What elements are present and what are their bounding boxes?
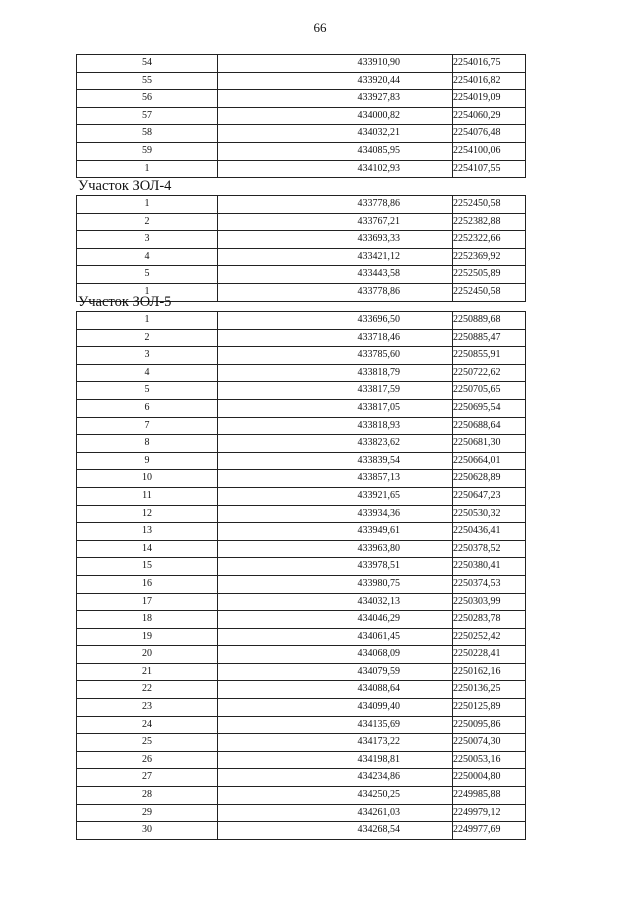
point-number-cell: 5 bbox=[77, 382, 218, 400]
x-coordinate-cell: 433934,36 bbox=[218, 505, 453, 523]
point-number-cell: 14 bbox=[77, 540, 218, 558]
point-number-cell: 59 bbox=[77, 142, 218, 160]
y-coordinate-cell: 2250722,62 bbox=[453, 364, 526, 382]
y-coordinate-cell: 2250252,42 bbox=[453, 628, 526, 646]
point-number-cell: 13 bbox=[77, 523, 218, 541]
x-coordinate-cell: 434198,81 bbox=[218, 751, 453, 769]
table-row bbox=[77, 646, 526, 664]
y-coordinate-cell: 2250628,89 bbox=[453, 470, 526, 488]
table-row bbox=[77, 575, 526, 593]
y-coordinate-cell: 2249985,88 bbox=[453, 787, 526, 805]
table-row bbox=[77, 470, 526, 488]
y-coordinate-cell: 2250530,32 bbox=[453, 505, 526, 523]
point-number-cell: 17 bbox=[77, 593, 218, 611]
table-row bbox=[77, 487, 526, 505]
y-coordinate-cell: 2250681,30 bbox=[453, 435, 526, 453]
point-number-cell: 3 bbox=[77, 231, 218, 249]
y-coordinate-cell: 2250436,41 bbox=[453, 523, 526, 541]
x-coordinate-cell: 433927,83 bbox=[218, 90, 453, 108]
x-coordinate-cell: 433949,61 bbox=[218, 523, 453, 541]
point-number-cell: 10 bbox=[77, 470, 218, 488]
point-number-cell: 1 bbox=[77, 283, 218, 301]
y-coordinate-cell: 2250228,41 bbox=[453, 646, 526, 664]
x-coordinate-cell: 433693,33 bbox=[218, 231, 453, 249]
point-number-cell: 18 bbox=[77, 611, 218, 629]
table-row bbox=[77, 196, 526, 214]
point-number-cell: 6 bbox=[77, 399, 218, 417]
point-number-cell: 56 bbox=[77, 90, 218, 108]
y-coordinate-cell: 2250885,47 bbox=[453, 329, 526, 347]
table-row bbox=[77, 364, 526, 382]
table-row bbox=[77, 417, 526, 435]
table-row bbox=[77, 611, 526, 629]
table-row bbox=[77, 55, 526, 73]
point-number-cell: 57 bbox=[77, 107, 218, 125]
x-coordinate-cell: 434234,86 bbox=[218, 769, 453, 787]
point-number-cell: 55 bbox=[77, 72, 218, 90]
y-coordinate-cell: 2250664,01 bbox=[453, 452, 526, 470]
page-number: 66 bbox=[313, 20, 327, 35]
section-title-zol-4: Участок ЗОЛ-4 bbox=[78, 178, 172, 194]
x-coordinate-cell: 433817,59 bbox=[218, 382, 453, 400]
y-coordinate-cell: 2250374,53 bbox=[453, 575, 526, 593]
y-coordinate-cell: 2250688,64 bbox=[453, 417, 526, 435]
point-number-cell: 26 bbox=[77, 751, 218, 769]
x-coordinate-cell: 434046,29 bbox=[218, 611, 453, 629]
x-coordinate-cell: 433817,05 bbox=[218, 399, 453, 417]
y-coordinate-cell: 2250303,99 bbox=[453, 593, 526, 611]
table-row bbox=[77, 523, 526, 541]
y-coordinate-cell: 2250855,91 bbox=[453, 347, 526, 365]
y-coordinate-cell: 2250695,54 bbox=[453, 399, 526, 417]
x-coordinate-cell: 434250,25 bbox=[218, 787, 453, 805]
x-coordinate-cell: 434000,82 bbox=[218, 107, 453, 125]
x-coordinate-cell: 433963,80 bbox=[218, 540, 453, 558]
y-coordinate-cell: 2254019,09 bbox=[453, 90, 526, 108]
point-number-cell: 2 bbox=[77, 213, 218, 231]
y-coordinate-cell: 2250136,25 bbox=[453, 681, 526, 699]
y-coordinate-cell: 2252369,92 bbox=[453, 248, 526, 266]
table-row bbox=[77, 716, 526, 734]
table-row bbox=[77, 248, 526, 266]
y-coordinate-cell: 2250053,16 bbox=[453, 751, 526, 769]
y-coordinate-cell: 2249979,12 bbox=[453, 804, 526, 822]
x-coordinate-cell: 434085,95 bbox=[218, 142, 453, 160]
table-row bbox=[77, 125, 526, 143]
table-row bbox=[77, 107, 526, 125]
y-coordinate-cell: 2254016,75 bbox=[453, 55, 526, 73]
table-row bbox=[77, 266, 526, 284]
y-coordinate-cell: 2254100,06 bbox=[453, 142, 526, 160]
coordinates-table-zol-4 bbox=[76, 195, 526, 302]
section-title-zol-5: Участок ЗОЛ-5 bbox=[78, 294, 172, 310]
y-coordinate-cell: 2250004,80 bbox=[453, 769, 526, 787]
table-row bbox=[77, 751, 526, 769]
point-number-cell: 1 bbox=[77, 312, 218, 330]
y-coordinate-cell: 2250162,16 bbox=[453, 663, 526, 681]
point-number-cell: 28 bbox=[77, 787, 218, 805]
x-coordinate-cell: 434099,40 bbox=[218, 699, 453, 717]
table-row bbox=[77, 160, 526, 178]
y-coordinate-cell: 2252450,58 bbox=[453, 283, 526, 301]
x-coordinate-cell: 433980,75 bbox=[218, 575, 453, 593]
table-row bbox=[77, 452, 526, 470]
table-row bbox=[77, 213, 526, 231]
point-number-cell: 27 bbox=[77, 769, 218, 787]
table-row bbox=[77, 681, 526, 699]
x-coordinate-cell: 433818,79 bbox=[218, 364, 453, 382]
x-coordinate-cell: 433978,51 bbox=[218, 558, 453, 576]
table-row bbox=[77, 435, 526, 453]
y-coordinate-cell: 2252450,58 bbox=[453, 196, 526, 214]
x-coordinate-cell: 433818,93 bbox=[218, 417, 453, 435]
x-coordinate-cell: 434068,09 bbox=[218, 646, 453, 664]
table-row bbox=[77, 399, 526, 417]
y-coordinate-cell: 2252382,88 bbox=[453, 213, 526, 231]
x-coordinate-cell: 434102,93 bbox=[218, 160, 453, 178]
table-row bbox=[77, 347, 526, 365]
coordinates-table-continued bbox=[76, 54, 526, 178]
point-number-cell: 58 bbox=[77, 125, 218, 143]
coordinates-table-zol-5 bbox=[76, 311, 526, 840]
point-number-cell: 8 bbox=[77, 435, 218, 453]
y-coordinate-cell: 2254076,48 bbox=[453, 125, 526, 143]
table-row bbox=[77, 822, 526, 840]
table-row bbox=[77, 787, 526, 805]
table-row bbox=[77, 804, 526, 822]
table-row bbox=[77, 769, 526, 787]
y-coordinate-cell: 2250705,65 bbox=[453, 382, 526, 400]
table-row bbox=[77, 142, 526, 160]
x-coordinate-cell: 434079,59 bbox=[218, 663, 453, 681]
y-coordinate-cell: 2250095,86 bbox=[453, 716, 526, 734]
x-coordinate-cell: 433920,44 bbox=[218, 72, 453, 90]
x-coordinate-cell: 433839,54 bbox=[218, 452, 453, 470]
y-coordinate-cell: 2250283,78 bbox=[453, 611, 526, 629]
point-number-cell: 11 bbox=[77, 487, 218, 505]
y-coordinate-cell: 2252322,66 bbox=[453, 231, 526, 249]
x-coordinate-cell: 433767,21 bbox=[218, 213, 453, 231]
x-coordinate-cell: 433696,50 bbox=[218, 312, 453, 330]
y-coordinate-cell: 2250125,89 bbox=[453, 699, 526, 717]
table-row bbox=[77, 90, 526, 108]
x-coordinate-cell: 434061,45 bbox=[218, 628, 453, 646]
point-number-cell: 22 bbox=[77, 681, 218, 699]
y-coordinate-cell: 2254016,82 bbox=[453, 72, 526, 90]
x-coordinate-cell: 433785,60 bbox=[218, 347, 453, 365]
table-row bbox=[77, 382, 526, 400]
x-coordinate-cell: 433857,13 bbox=[218, 470, 453, 488]
table-row bbox=[77, 699, 526, 717]
point-number-cell: 20 bbox=[77, 646, 218, 664]
x-coordinate-cell: 434261,03 bbox=[218, 804, 453, 822]
point-number-cell: 12 bbox=[77, 505, 218, 523]
table-row bbox=[77, 628, 526, 646]
table-row bbox=[77, 558, 526, 576]
table-row bbox=[77, 505, 526, 523]
table-row bbox=[77, 329, 526, 347]
y-coordinate-cell: 2254107,55 bbox=[453, 160, 526, 178]
point-number-cell: 19 bbox=[77, 628, 218, 646]
x-coordinate-cell: 434088,64 bbox=[218, 681, 453, 699]
y-coordinate-cell: 2250380,41 bbox=[453, 558, 526, 576]
y-coordinate-cell: 2250889,68 bbox=[453, 312, 526, 330]
x-coordinate-cell: 433421,12 bbox=[218, 248, 453, 266]
table-row bbox=[77, 540, 526, 558]
table-row bbox=[77, 312, 526, 330]
point-number-cell: 2 bbox=[77, 329, 218, 347]
point-number-cell: 1 bbox=[77, 160, 218, 178]
x-coordinate-cell: 434032,13 bbox=[218, 593, 453, 611]
point-number-cell: 29 bbox=[77, 804, 218, 822]
x-coordinate-cell: 433718,46 bbox=[218, 329, 453, 347]
point-number-cell: 1 bbox=[77, 196, 218, 214]
y-coordinate-cell: 2254060,29 bbox=[453, 107, 526, 125]
x-coordinate-cell: 433778,86 bbox=[218, 196, 453, 214]
table-row bbox=[77, 231, 526, 249]
point-number-cell: 23 bbox=[77, 699, 218, 717]
x-coordinate-cell: 433443,58 bbox=[218, 266, 453, 284]
x-coordinate-cell: 433921,65 bbox=[218, 487, 453, 505]
table-row bbox=[77, 593, 526, 611]
x-coordinate-cell: 434268,54 bbox=[218, 822, 453, 840]
x-coordinate-cell: 433910,90 bbox=[218, 55, 453, 73]
point-number-cell: 16 bbox=[77, 575, 218, 593]
table-row bbox=[77, 663, 526, 681]
point-number-cell: 24 bbox=[77, 716, 218, 734]
point-number-cell: 3 bbox=[77, 347, 218, 365]
point-number-cell: 9 bbox=[77, 452, 218, 470]
y-coordinate-cell: 2250378,52 bbox=[453, 540, 526, 558]
x-coordinate-cell: 433778,86 bbox=[218, 283, 453, 301]
y-coordinate-cell: 2252505,89 bbox=[453, 266, 526, 284]
point-number-cell: 4 bbox=[77, 364, 218, 382]
x-coordinate-cell: 434173,22 bbox=[218, 734, 453, 752]
point-number-cell: 30 bbox=[77, 822, 218, 840]
point-number-cell: 15 bbox=[77, 558, 218, 576]
table-row bbox=[77, 72, 526, 90]
x-coordinate-cell: 434032,21 bbox=[218, 125, 453, 143]
x-coordinate-cell: 434135,69 bbox=[218, 716, 453, 734]
point-number-cell: 54 bbox=[77, 55, 218, 73]
point-number-cell: 21 bbox=[77, 663, 218, 681]
point-number-cell: 4 bbox=[77, 248, 218, 266]
y-coordinate-cell: 2250074,30 bbox=[453, 734, 526, 752]
y-coordinate-cell: 2249977,69 bbox=[453, 822, 526, 840]
table-row bbox=[77, 734, 526, 752]
point-number-cell: 25 bbox=[77, 734, 218, 752]
point-number-cell: 7 bbox=[77, 417, 218, 435]
x-coordinate-cell: 433823,62 bbox=[218, 435, 453, 453]
y-coordinate-cell: 2250647,23 bbox=[453, 487, 526, 505]
point-number-cell: 5 bbox=[77, 266, 218, 284]
